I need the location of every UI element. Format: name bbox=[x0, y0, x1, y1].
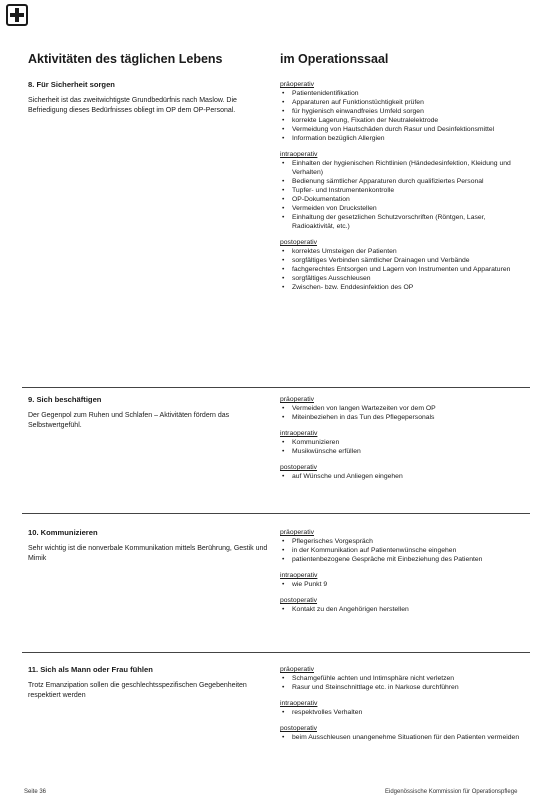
list-item: • Zwischen- bzw. Enddesinfektion des OP bbox=[280, 283, 530, 292]
list-item: • sorgfältiges Ausschleusen bbox=[280, 274, 530, 283]
phase-label: postoperativ bbox=[280, 239, 318, 246]
section-title: 10. Kommunizieren bbox=[28, 528, 98, 537]
list-item: • Einhalten der hygienischen Richtlinien (Händedesinfektion, Kleidung und Verhalten) bbox=[280, 159, 530, 177]
section-left-column bbox=[28, 395, 268, 430]
list-item: • Rasur und Steinschnittlage etc. in Narkose durchführen bbox=[280, 683, 530, 692]
section-description: Trotz Emanzipation sollen die geschlechtsspezifischen Gegebenheiten respektiert werden bbox=[28, 682, 247, 699]
phase-postoperativ bbox=[280, 596, 530, 614]
bullet-list bbox=[280, 674, 530, 692]
list-item: • beim Ausschleusen unangenehme Situationen für den Patienten vermeiden bbox=[280, 733, 530, 742]
list-item: • Bedienung sämtlicher Apparaturen durch qualifiziertes Personal bbox=[280, 177, 530, 186]
bullet-list bbox=[280, 580, 530, 589]
bullet-list bbox=[280, 472, 530, 481]
phase-label: intraoperativ bbox=[280, 430, 318, 437]
bullet-list bbox=[280, 605, 530, 614]
section-left-column bbox=[28, 528, 268, 563]
list-item: • für hygienisch einwandfreies Umfeld sorgen bbox=[280, 107, 530, 116]
phase-praeoperativ bbox=[280, 665, 530, 692]
list-item: • Patientenidentifikation bbox=[280, 89, 530, 98]
phase-intraoperativ bbox=[280, 571, 530, 589]
phase-intraoperativ bbox=[280, 150, 530, 231]
list-item: • OP-Dokumentation bbox=[280, 195, 530, 204]
phase-label: präoperativ bbox=[280, 396, 315, 403]
bullet-list bbox=[280, 89, 530, 143]
phase-postoperativ bbox=[280, 724, 530, 742]
section-right-column bbox=[280, 665, 530, 749]
section-title: 11. Sich als Mann oder Frau fühlen bbox=[28, 665, 153, 674]
section-description: Sehr wichtig ist die nonverbale Kommunikation mittels Berührung, Gestik und Mimik bbox=[28, 545, 268, 562]
list-item: • Apparaturen auf Funktionstüchtigkeit prüfen bbox=[280, 98, 530, 107]
phase-label: präoperativ bbox=[280, 81, 315, 88]
phase-label: intraoperativ bbox=[280, 572, 318, 579]
bullet-list bbox=[280, 537, 530, 564]
phase-intraoperativ bbox=[280, 699, 530, 717]
phase-label: postoperativ bbox=[280, 597, 318, 604]
phase-intraoperativ bbox=[280, 429, 530, 456]
list-item: • patientenbezogene Gespräche mit Einbeziehung des Patienten bbox=[280, 555, 530, 564]
section-description: Sicherheit ist das zweitwichtigste Grundbedürfnis nach Maslow. Die Befriedigung dieses Bedürfnisses obliegt im OP dem OP-Personal. bbox=[28, 97, 237, 114]
list-item: • Pflegerisches Vorgespräch bbox=[280, 537, 530, 546]
section-divider bbox=[22, 652, 530, 653]
column-header-left: Aktivitäten des täglichen Lebens bbox=[28, 52, 223, 66]
list-item: • Vermeidung von Hautschäden durch Rasur und Desinfektionsmittel bbox=[280, 125, 530, 134]
phase-label: postoperativ bbox=[280, 464, 318, 471]
list-item: • Kommunizieren bbox=[280, 438, 530, 447]
list-item: • respektvolles Verhalten bbox=[280, 708, 530, 717]
list-item: • Musikwünsche erfüllen bbox=[280, 447, 530, 456]
section-divider bbox=[22, 387, 530, 388]
phase-postoperativ bbox=[280, 463, 530, 481]
list-item: • sorgfältiges Verbinden sämtlicher Drainagen und Verbände bbox=[280, 256, 530, 265]
bullet-list bbox=[280, 733, 530, 742]
bullet-list bbox=[280, 404, 530, 422]
phase-postoperativ bbox=[280, 238, 530, 292]
list-item: • auf Wünsche und Anliegen eingehen bbox=[280, 472, 530, 481]
swiss-cross-logo-icon bbox=[6, 4, 28, 26]
bullet-list bbox=[280, 247, 530, 292]
section-right-column bbox=[280, 395, 530, 488]
page-number: Seite 36 bbox=[24, 789, 47, 795]
list-item: • Tupfer- und Instrumentenkontrolle bbox=[280, 186, 530, 195]
list-item: • fachgerechtes Entsorgen und Lagern von Instrumenten und Apparaturen bbox=[280, 265, 530, 274]
section-title: 8. Für Sicherheit sorgen bbox=[28, 80, 115, 89]
phase-label: intraoperativ bbox=[280, 151, 318, 158]
phase-label: intraoperativ bbox=[280, 700, 318, 707]
list-item: • Vermeiden von Druckstellen bbox=[280, 204, 530, 213]
bullet-list bbox=[280, 708, 530, 717]
list-item: • Vermeiden von langen Wartezeiten vor dem OP bbox=[280, 404, 530, 413]
list-item: • Information bezüglich Allergien bbox=[280, 134, 530, 143]
phase-praeoperativ bbox=[280, 80, 530, 143]
list-item: • Miteinbeziehen in das Tun des Pflegepersonals bbox=[280, 413, 530, 422]
list-item: • Einhaltung der gesetzlichen Schutzvorschriften (Röntgen, Laser, Radioaktivität, etc.) bbox=[280, 213, 530, 231]
section-title: 9. Sich beschäftigen bbox=[28, 395, 102, 404]
phase-praeoperativ bbox=[280, 528, 530, 564]
phase-label: präoperativ bbox=[280, 666, 315, 673]
section-description: Der Gegenpol zum Ruhen und Schlafen – Aktivitäten fördern das Selbstwertgefühl. bbox=[28, 412, 230, 429]
list-item: • wie Punkt 9 bbox=[280, 580, 530, 589]
phase-praeoperativ bbox=[280, 395, 530, 422]
footer-organization: Eidgenössische Kommission für Operationspflege bbox=[385, 789, 518, 795]
list-item: • in der Kommunikation auf Patientenwünsche eingehen bbox=[280, 546, 530, 555]
list-item: • Kontakt zu den Angehörigen herstellen bbox=[280, 605, 530, 614]
bullet-list bbox=[280, 159, 530, 231]
section-right-column bbox=[280, 528, 530, 621]
section-left-column bbox=[28, 80, 268, 115]
phase-label: präoperativ bbox=[280, 529, 315, 536]
column-header-right: im Operationssaal bbox=[280, 52, 389, 66]
section-divider bbox=[22, 513, 530, 514]
section-left-column bbox=[28, 665, 268, 700]
bullet-list bbox=[280, 438, 530, 456]
list-item: • korrekte Lagerung, Fixation der Neutralelektrode bbox=[280, 116, 530, 125]
phase-label: postoperativ bbox=[280, 725, 318, 732]
list-item: • korrektes Umsteigen der Patienten bbox=[280, 247, 530, 256]
section-right-column bbox=[280, 80, 530, 299]
list-item: • Schamgefühle achten und Intimsphäre nicht verletzen bbox=[280, 674, 530, 683]
